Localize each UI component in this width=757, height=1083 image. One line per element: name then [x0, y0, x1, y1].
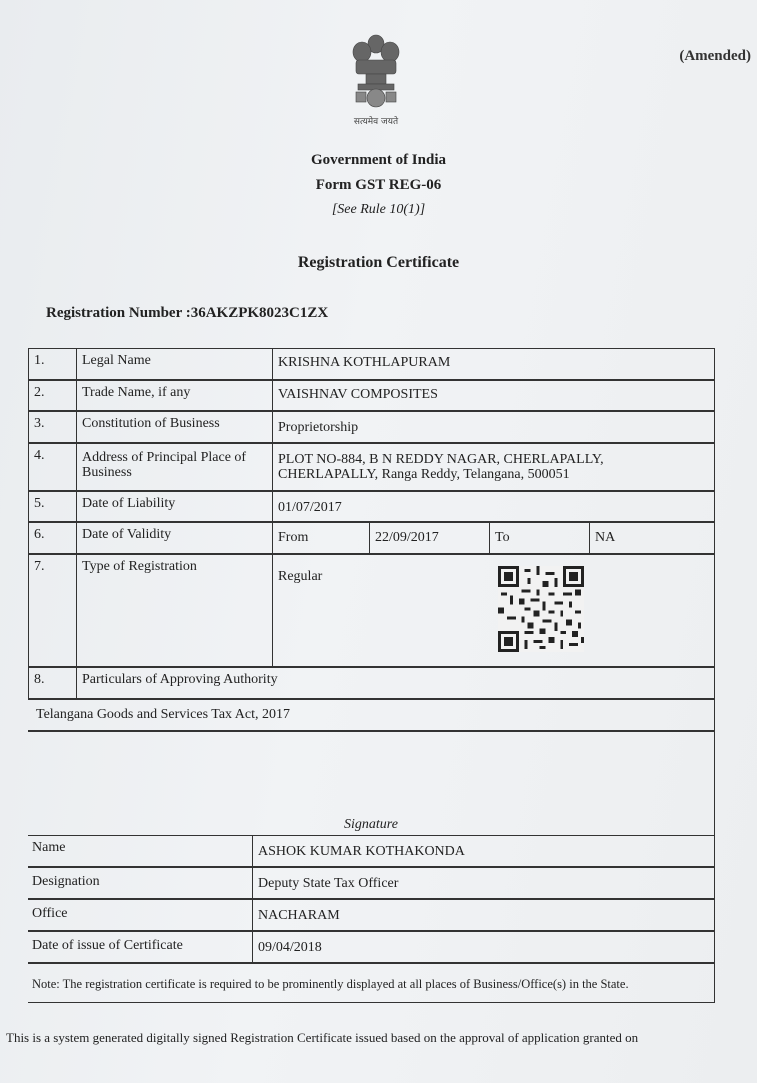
table-row — [28, 348, 715, 380]
address-line: PLOT NO-884, B N REDDY NAGAR, CHERLAPALLY, — [278, 452, 604, 467]
validity-from-value: 22/09/2017 — [369, 523, 489, 553]
table-row — [28, 491, 715, 522]
qr-code — [498, 566, 584, 652]
table-row — [28, 867, 715, 899]
signature-area — [28, 731, 715, 835]
row-number: 5. — [34, 496, 45, 511]
table-row — [28, 554, 715, 667]
national-emblem — [344, 32, 408, 132]
row-number: 4. — [34, 448, 45, 463]
row-label: Trade Name, if any — [76, 381, 272, 410]
table-row — [28, 835, 715, 867]
issue-date-value: 09/04/2018 — [252, 932, 714, 962]
row-label: Date of Liability — [76, 492, 272, 521]
row-label: Legal Name — [76, 349, 272, 379]
issue-date-label: Date of issue of Certificate — [32, 938, 183, 953]
address-line: CHERLAPALLY, Ranga Reddy, Telangana, 500051 — [278, 467, 570, 482]
emblem-motto: सत्यमेव जयते — [353, 117, 399, 127]
office-label: Office — [32, 906, 68, 921]
liability-date-value: 01/07/2017 — [272, 492, 714, 521]
ashoka-emblem-icon — [344, 32, 408, 112]
name-value: ASHOK KUMAR KOTHAKONDA — [252, 836, 714, 866]
table-row — [28, 380, 715, 411]
registration-type-value: Regular — [272, 555, 714, 666]
table-row — [28, 522, 715, 554]
row-number: 1. — [34, 353, 45, 368]
address-value — [272, 444, 714, 490]
constitution-value: Proprietorship — [272, 412, 714, 442]
row-label: Particulars of Approving Authority — [76, 668, 714, 698]
name-label: Name — [32, 840, 66, 855]
signature-label: Signature — [344, 817, 398, 832]
row-number: 8. — [34, 672, 45, 687]
designation-value: Deputy State Tax Officer — [252, 868, 714, 898]
row-label — [76, 444, 272, 490]
row-number: 7. — [34, 559, 45, 574]
row-label: Constitution of Business — [76, 412, 272, 442]
legal-name-value: KRISHNA KOTHLAPURAM — [272, 349, 714, 379]
registration-number: Registration Number :36AKZPK8023C1ZX — [46, 305, 329, 321]
table-row — [28, 411, 715, 443]
label-line: Address of Principal Place of — [82, 450, 247, 465]
row-label: Date of Validity — [76, 523, 272, 553]
validity-to-label: To — [489, 523, 589, 553]
row-label: Type of Registration — [76, 555, 272, 666]
note-row — [28, 963, 715, 1003]
note-text: Note: The registration certificate is required to be prominently displayed at all places of Business/Office(s) in the State. — [32, 977, 629, 991]
government-heading: Government of India — [311, 152, 446, 168]
table-row — [28, 899, 715, 931]
row-number: 3. — [34, 416, 45, 431]
office-value: NACHARAM — [252, 900, 714, 930]
act-text: Telangana Goods and Services Tax Act, 2017 — [36, 707, 290, 722]
trade-name-value: VAISHNAV COMPOSITES — [272, 381, 714, 410]
act-row — [28, 699, 715, 731]
table-row — [28, 667, 715, 699]
form-heading: Form GST REG-06 — [315, 177, 442, 193]
row-number: 2. — [34, 385, 45, 400]
designation-label: Designation — [32, 874, 100, 889]
table-row — [28, 443, 715, 491]
validity-from-label: From — [272, 523, 369, 553]
validity-to-value: NA — [589, 523, 714, 553]
certificate-title: Registration Certificate — [297, 254, 460, 271]
row-number: 6. — [34, 527, 45, 542]
amended-label: (Amended) — [679, 48, 751, 64]
label-line: Business — [82, 465, 132, 480]
table-row — [28, 931, 715, 963]
rule-reference: [See Rule 10(1)] — [331, 202, 426, 217]
footer-text: This is a system generated digitally signed Registration Certificate issued based on the approval of application granted on — [6, 1030, 639, 1045]
